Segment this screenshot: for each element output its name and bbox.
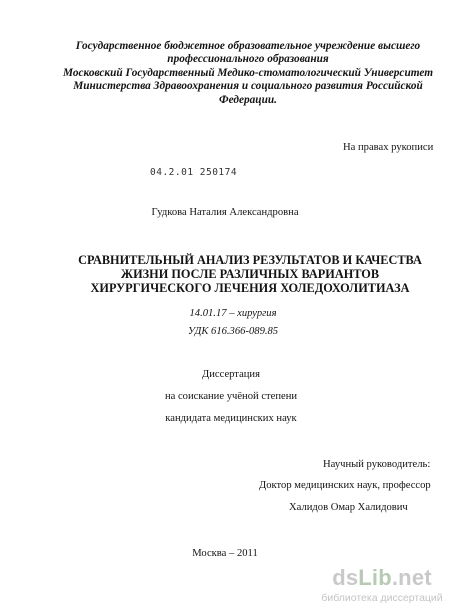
dslib-watermark[interactable] <box>318 565 446 609</box>
logo-suffix: .net <box>391 565 432 590</box>
stamp-number: 04.2.01 250174 <box>150 167 238 178</box>
header-line-5: Федерации. <box>219 93 277 106</box>
supervisor-degree: Доктор медицинских наук, профессор <box>259 480 431 491</box>
supervisor-name: Халидов Омар Халидович <box>289 502 408 513</box>
dissertation-label: Диссертация <box>202 369 260 380</box>
logo-lib: Lib <box>358 565 392 590</box>
udk-code: УДК 616.366-089.85 <box>187 326 279 337</box>
dslib-logo <box>318 565 446 591</box>
header-line-3: Московский Государственный Медико-стоматологический Университет <box>62 66 434 79</box>
manuscript-note: На правах рукописи <box>343 142 434 153</box>
supervisor-label: Научный руководитель: <box>323 459 431 470</box>
title-line-1: СРАВНИТЕЛЬНЫЙ АНАЛИЗ РЕЗУЛЬТАТОВ И КАЧЕСТВА <box>78 253 422 267</box>
specialty-code: 14.01.17 – хирургия <box>189 308 277 319</box>
title-line-2: ЖИЗНИ ПОСЛЕ РАЗЛИЧНЫХ ВАРИАНТОВ <box>120 267 380 282</box>
degree-line-1: на соискание учёной степени <box>164 391 298 402</box>
institution-header <box>60 40 436 107</box>
degree-line-2: кандидата медицинских наук <box>165 413 297 424</box>
header-line-4: Министерства Здравоохранения и социального развития Российской <box>73 80 423 93</box>
title-line-3: ХИРУРГИЧЕСКОГО ЛЕЧЕНИЯ ХОЛЕДОХОЛИТИАЗА <box>90 281 410 296</box>
author-name: Гудкова Наталия Александровна <box>151 207 299 218</box>
header-line-1: Государственное бюджетное образовательное учреждение высшего <box>75 40 421 52</box>
city-year: Москва – 2011 <box>192 548 258 559</box>
dissertation-title <box>62 253 438 296</box>
header-line-2: профессионального образования <box>167 53 329 66</box>
watermark-subtitle: библиотека диссертаций <box>321 592 443 604</box>
logo-prefix: ds <box>332 565 359 590</box>
